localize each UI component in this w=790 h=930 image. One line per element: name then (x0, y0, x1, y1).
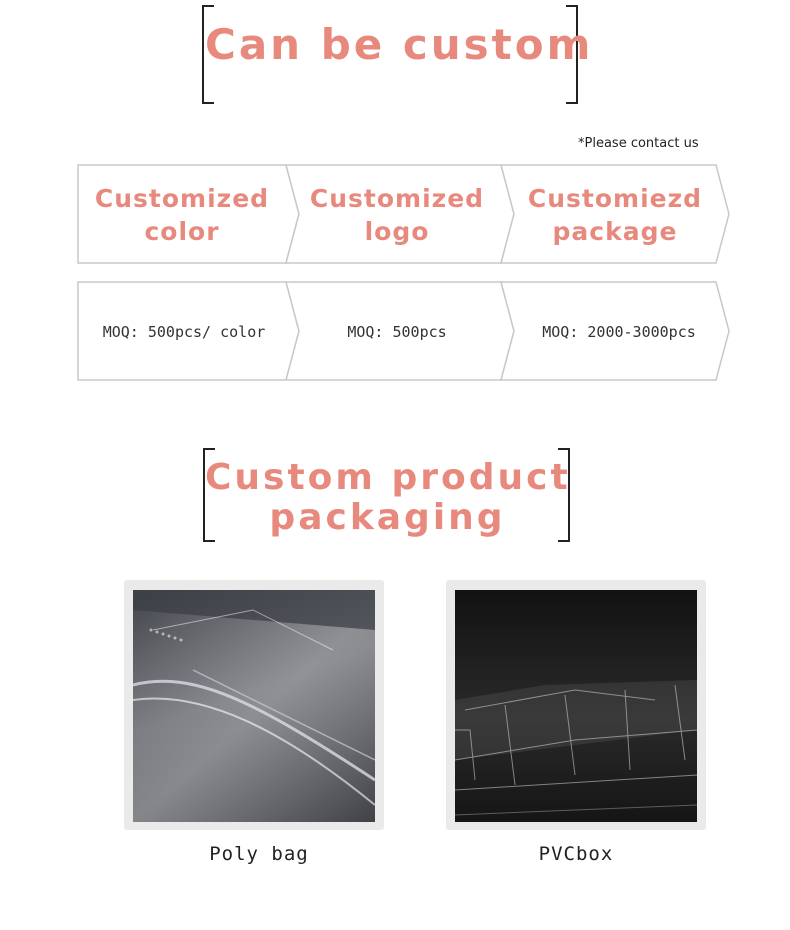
option-package-line2: package (552, 216, 678, 246)
page-title: Can be custom (205, 20, 594, 69)
option-logo-line2: logo (364, 216, 430, 246)
pvc-box-caption: PVCbox (538, 843, 614, 865)
moq-logo (291, 281, 503, 382)
options-row (77, 164, 717, 265)
option-logo (291, 164, 503, 265)
contact-note: *Please contact us (578, 136, 699, 151)
moq-row (77, 281, 717, 382)
moq-package-label: MOQ: 2000-3000pcs (542, 322, 696, 341)
option-color-line2: color (144, 216, 220, 246)
packaging-title-line2: packaging (269, 497, 506, 538)
poly-bag-image (133, 590, 375, 822)
option-color (77, 164, 287, 265)
pvc-box-image (455, 590, 697, 822)
moq-package (511, 281, 727, 382)
packaging-title (205, 458, 570, 538)
option-package (507, 164, 723, 265)
moq-color (79, 281, 289, 382)
moq-logo-label: MOQ: 500pcs (347, 322, 447, 341)
option-logo-line1: Customized (309, 183, 485, 213)
poly-bag-caption: Poly bag (209, 843, 309, 865)
option-color-line1: Customized (94, 183, 270, 213)
option-package-line1: Customiezd (527, 183, 703, 213)
moq-color-label: MOQ: 500pcs/ color (102, 322, 266, 341)
packaging-title-line1: Custom product (205, 457, 571, 498)
